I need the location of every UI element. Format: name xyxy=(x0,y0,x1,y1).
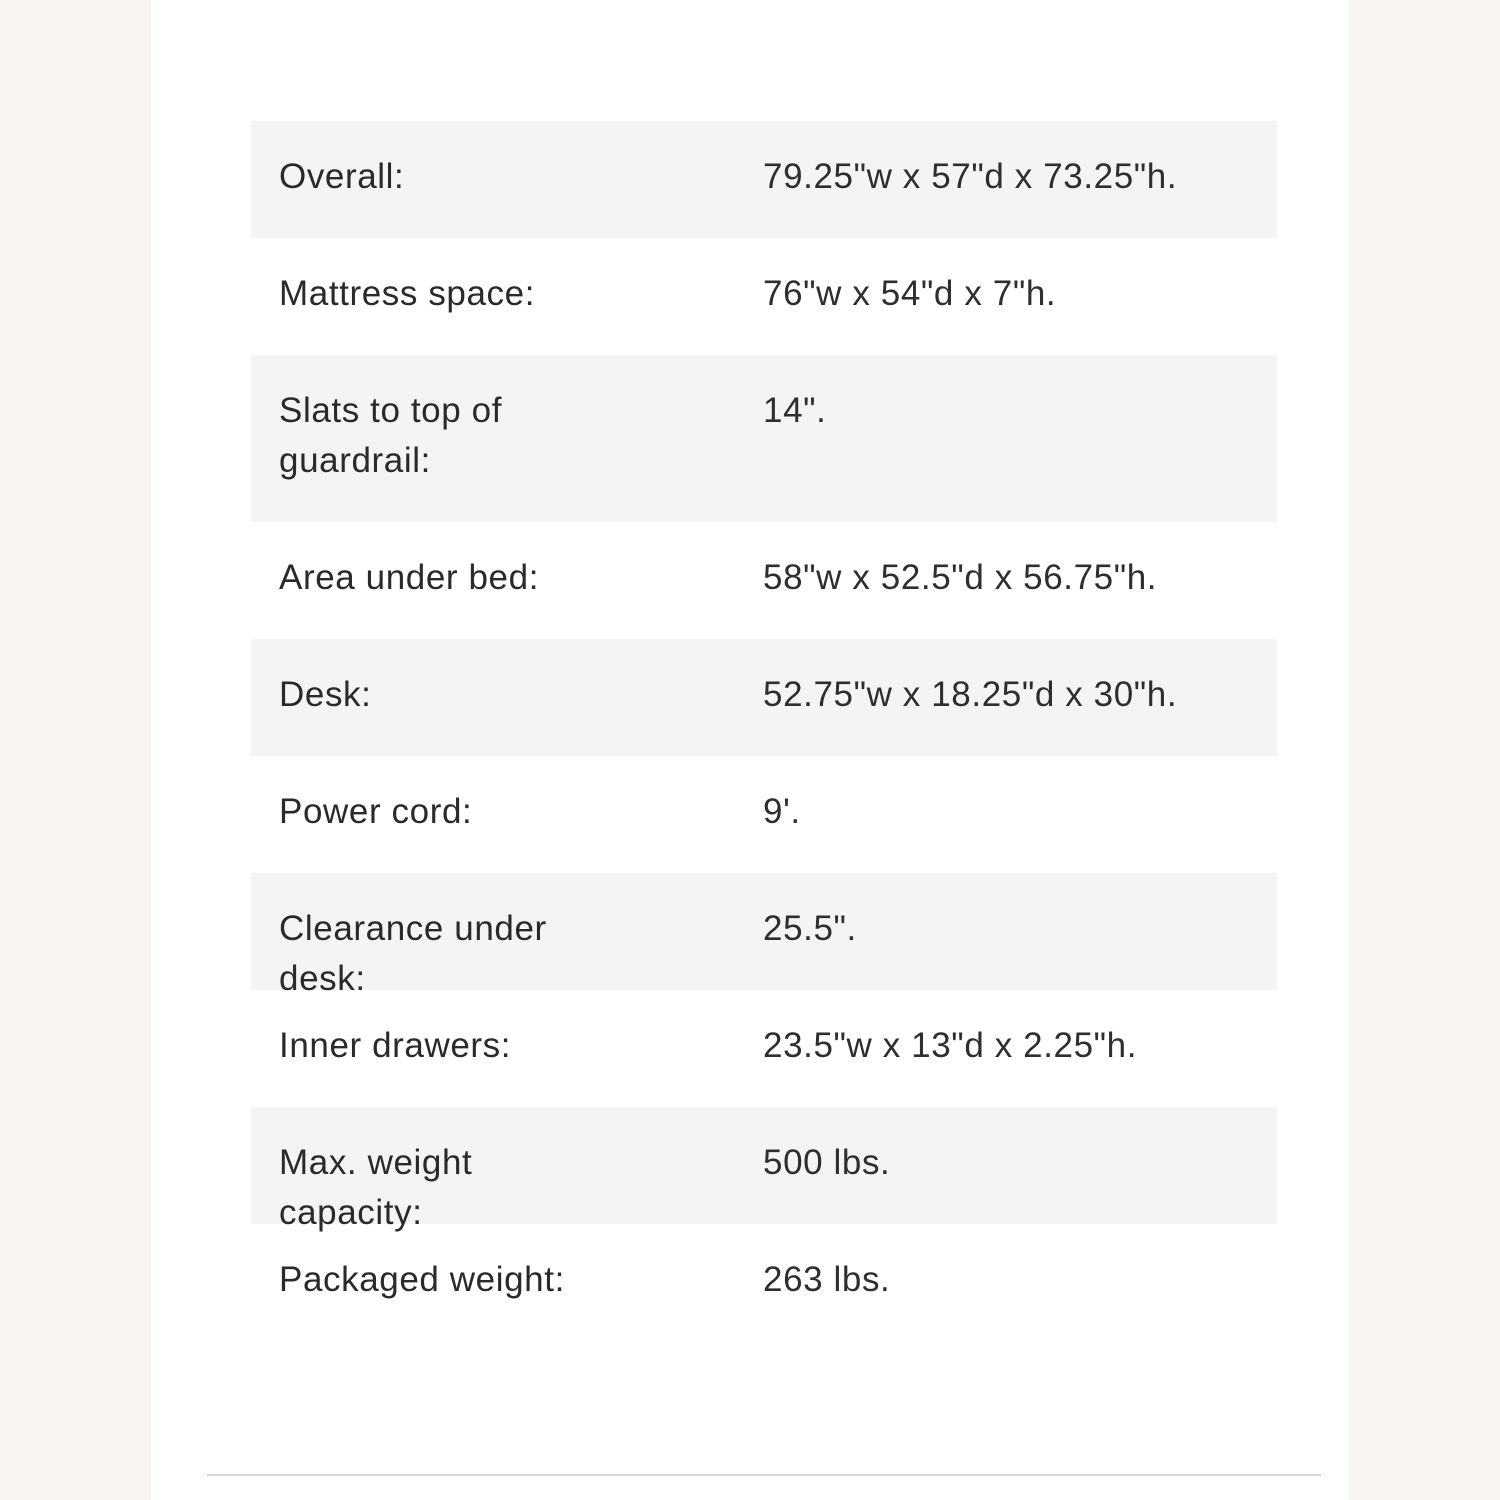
table-row xyxy=(251,873,1277,998)
spec-label: Power cord: xyxy=(279,792,473,831)
spec-value: 500 lbs. xyxy=(763,1143,891,1182)
table-row xyxy=(251,1224,1277,1341)
spec-label: Overall: xyxy=(279,157,405,196)
spec-value: 58"w x 52.5"d x 56.75"h. xyxy=(763,558,1158,597)
spec-label: Area under bed: xyxy=(279,558,540,597)
spec-card xyxy=(151,0,1349,1500)
spec-value: 25.5". xyxy=(763,909,857,948)
table-row xyxy=(251,756,1277,873)
spec-value: 14". xyxy=(763,391,827,430)
spec-value: 52.75"w x 18.25"d x 30"h. xyxy=(763,675,1178,714)
spec-label: Clearance under desk: xyxy=(279,909,547,998)
spec-value: 23.5"w x 13"d x 2.25"h. xyxy=(763,1026,1138,1065)
spec-value: 263 lbs. xyxy=(763,1260,891,1299)
spec-label: Inner drawers: xyxy=(279,1026,512,1065)
table-row xyxy=(251,121,1277,238)
table-row xyxy=(251,238,1277,355)
table-row xyxy=(251,355,1277,522)
divider xyxy=(207,1474,1321,1476)
spec-label: Packaged weight: xyxy=(279,1260,565,1299)
spec-label: Mattress space: xyxy=(279,274,536,313)
table-row xyxy=(251,1107,1277,1232)
table-row xyxy=(251,990,1277,1107)
spec-value: 79.25"w x 57"d x 73.25"h. xyxy=(763,157,1178,196)
spec-label: Max. weight capacity: xyxy=(279,1143,473,1232)
spec-value: 76"w x 54"d x 7"h. xyxy=(763,274,1057,313)
table-row xyxy=(251,639,1277,756)
spec-label: Desk: xyxy=(279,675,372,714)
spec-label: Slats to top of guardrail: xyxy=(279,391,503,480)
dimensions-table xyxy=(251,121,1277,1341)
spec-value: 9'. xyxy=(763,792,801,831)
table-row xyxy=(251,522,1277,639)
